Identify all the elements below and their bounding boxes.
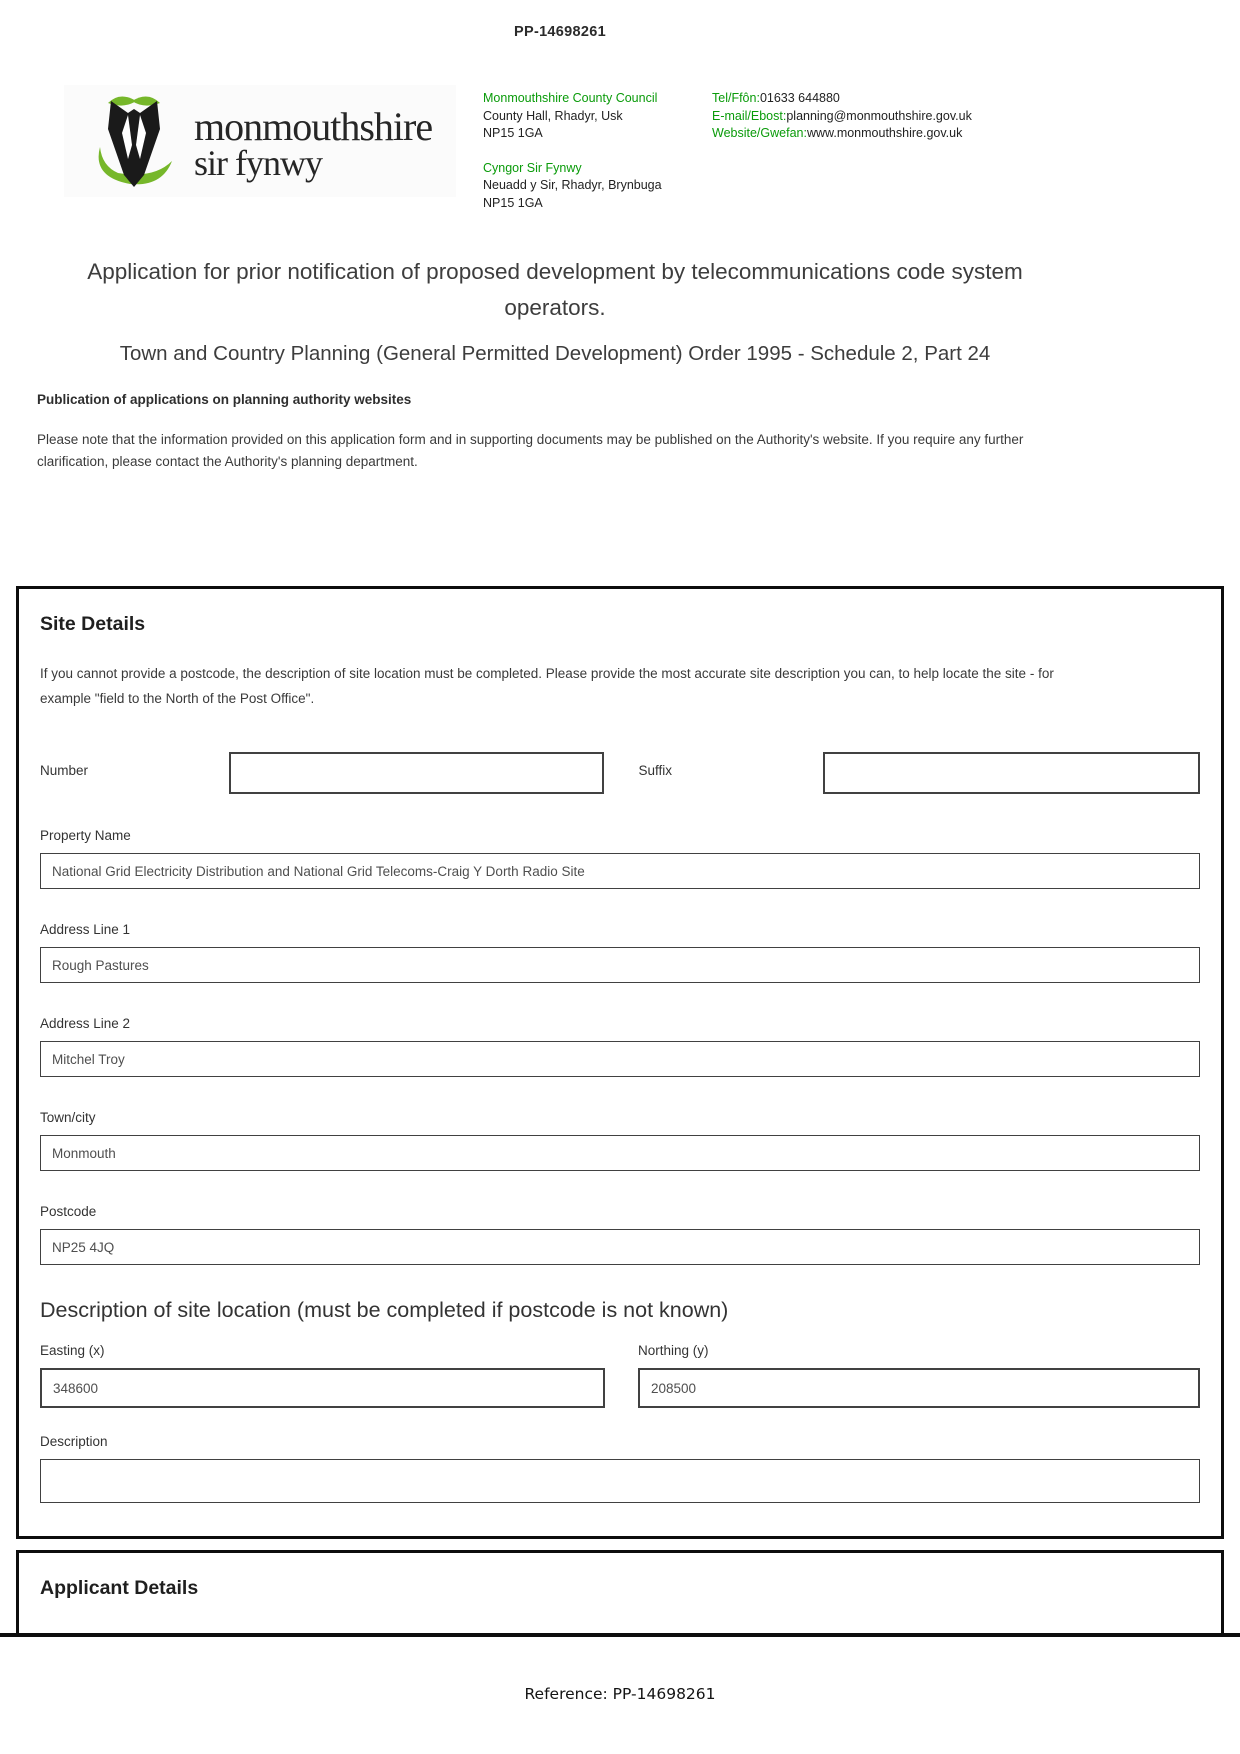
application-reference-number: PP-14698261 [514,24,606,40]
postcode-label: Postcode [40,1204,97,1220]
telephone-value: 01633 644880 [759,91,840,105]
description-label: Description [40,1434,108,1450]
site-details-heading: Site Details [40,613,146,636]
description-input[interactable] [40,1459,1200,1503]
site-location-heading: Description of site location (must be completed if postcode is not known) [40,1298,729,1323]
address-line-1-label: Address Line 1 [40,922,131,938]
northing-label: Northing (y) [638,1343,709,1359]
council-name-cy: Cyngor Sir Fynwy [483,160,582,175]
postcode-field [40,1204,1200,1265]
logo-line-2: sir fynwy [194,142,322,183]
form-subtitle: Town and Country Planning (General Permitted Development) Order 1995 - Schedule 2, Part 24 [119,342,991,365]
address-line-1-input[interactable] [40,947,1200,983]
publication-heading: Publication of applications on planning authority websites [37,392,412,407]
website-row [712,125,972,143]
council-logo [64,85,456,197]
council-comms-column [712,90,972,212]
publication-note: Please note that the information provided on this application form and in supporting documents may be published on the Authority's website. If you require any further clarification, please contact the Authority's planning department. [37,432,1024,470]
town-city-field [40,1110,1200,1171]
description-field [40,1434,1200,1503]
address-line-2-input[interactable] [40,1041,1200,1077]
town-city-label: Town/city [40,1110,96,1126]
footer-reference: Reference: PP-14698261 [524,1685,716,1704]
council-postcode-en: NP15 1GA [483,126,543,140]
applicant-details-heading: Applicant Details [40,1577,199,1600]
number-suffix-row [40,752,1200,794]
property-name-label: Property Name [40,828,131,844]
council-contact-block [483,85,972,212]
northing-input[interactable] [638,1368,1200,1408]
address-line-1-field [40,922,1200,983]
number-input[interactable] [229,752,603,794]
telephone-row [712,90,972,108]
address-line-2-label: Address Line 2 [40,1016,131,1032]
property-name-input[interactable] [40,853,1200,889]
page-break-divider [0,1633,1240,1637]
northing-field [638,1343,1200,1408]
easting-input[interactable] [40,1368,605,1408]
council-postcode-cy: NP15 1GA [483,195,543,210]
logo-line-1: monmouthshire [194,103,433,149]
easting-label: Easting (x) [40,1343,105,1359]
number-label: Number [40,763,89,779]
easting-field [40,1343,605,1408]
telephone-label: Tel/Ffôn: [712,91,760,105]
email-row [712,108,972,126]
council-name-en: Monmouthshire County Council [483,91,658,105]
suffix-input[interactable] [823,752,1200,794]
suffix-label: Suffix [638,763,673,779]
form-title: Application for prior notification of proposed development by telecommunications code system operators. [87,259,1023,320]
easting-northing-row [40,1343,1200,1408]
badger-logo-icon [84,89,184,193]
council-address-cy-1: Neuadd y Sir, Rhadyr, Brynbuga [483,178,662,192]
council-address-en-1: County Hall, Rhadyr, Usk [483,108,623,123]
site-details-note: If you cannot provide a postcode, the description of site location must be completed. Please provide the most accurate site description you can, to help locate the site - for example "field to the North of the Post Office". [40,666,1054,707]
form-header [64,85,1240,212]
email-label: E-mail/Ebost: [712,108,787,123]
website-value: www.monmouthshire.gov.uk [806,126,963,140]
address-line-2-field [40,1016,1200,1077]
website-label: Website/Gwefan: [712,126,807,140]
postcode-input[interactable] [40,1229,1200,1265]
town-city-input[interactable] [40,1135,1200,1171]
property-name-field [40,828,1200,889]
council-address-column [483,90,712,212]
logo-wordmark [194,101,432,181]
site-details-section [16,586,1224,1539]
email-value: planning@monmouthshire.gov.uk [786,108,972,123]
applicant-details-section [16,1550,1224,1633]
